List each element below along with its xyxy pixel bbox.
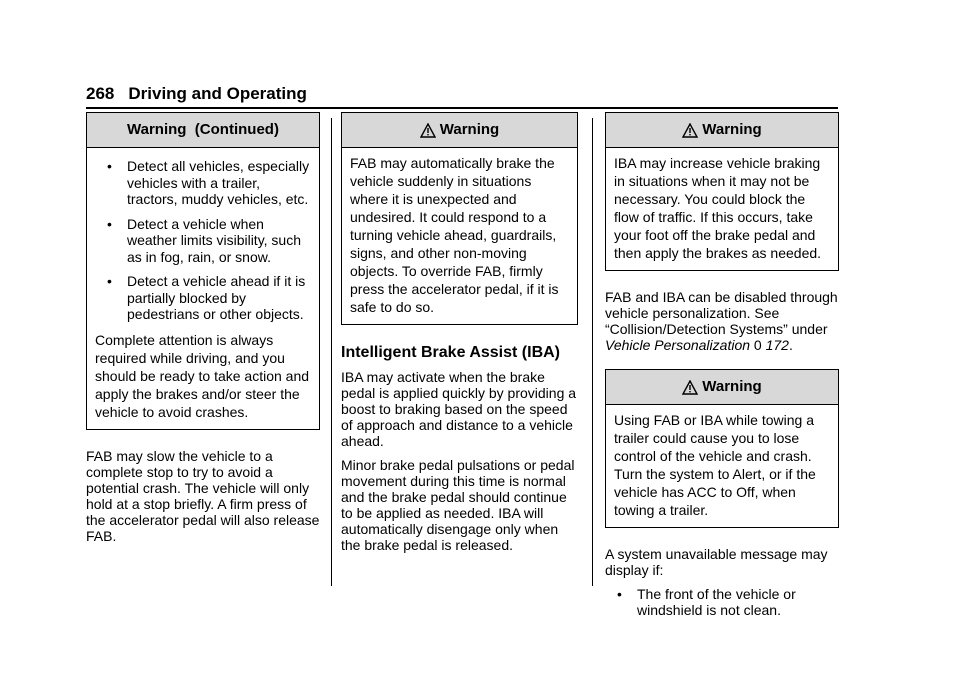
- warning-bullet-list: [95, 158, 311, 323]
- bullet-list: [605, 586, 839, 618]
- warning-title: Warning: [439, 121, 500, 138]
- cross-reference-page: 172: [765, 337, 789, 353]
- warning-title: Warning: [702, 121, 762, 138]
- warning-title: Warning: [702, 378, 762, 395]
- warning-header: [606, 113, 838, 148]
- body-paragraph: A system unavailable message may display if:: [605, 546, 828, 578]
- warning-header: [87, 113, 319, 148]
- paragraph-text: FAB and IBA can be disabled through vehicle personalization. See “Collision/Detection Systems” under: [605, 289, 838, 337]
- column-divider-1: [331, 118, 332, 586]
- cross-reference-title: Vehicle Personalization: [605, 337, 751, 353]
- warning-text: IBA may increase vehicle braking in situations when it may not be necessary. You could block the flow of traffic. If this occurs, take your foot off the brake pedal and then apply the brakes as needed.: [614, 155, 822, 261]
- column-2: [341, 112, 578, 561]
- list-item: • Detect a vehicle when weather limits visibility, such as in fog, rain, or snow.: [95, 216, 311, 266]
- warning-body: [87, 148, 319, 429]
- warning-triangle-icon: [682, 123, 698, 138]
- list-item: • Detect all vehicles, especially vehicles with a trailer, tractors, muddy vehicles, etc.: [95, 158, 311, 208]
- warning-body: [606, 405, 838, 527]
- body-paragraph: Minor brake pedal pulsations or pedal movement during this time is normal and the brake pedal should continue to be applied as needed. IBA will automatically disengage only when the brake pedal is released.: [341, 457, 575, 553]
- warning-closing-text: Complete attention is always required while driving, and you should be ready to take action and apply the brakes and/or steer the vehicle to avoid crashes.: [95, 331, 310, 420]
- warning-body: [342, 148, 577, 324]
- column-3: [605, 112, 839, 626]
- column-divider-2: [592, 118, 593, 586]
- cross-reference-link[interactable]: [605, 337, 789, 353]
- column-1: [86, 112, 320, 552]
- list-item: • Detect a vehicle ahead if it is partially blocked by pedestrians or other objects.: [95, 273, 311, 323]
- warning-header: [342, 113, 577, 148]
- body-paragraph: IBA may activate when the brake pedal is applied quickly by providing a boost to braking based on the speed of approach and distance to a vehicle ahead.: [341, 369, 577, 449]
- section-title: Driving and Operating: [128, 84, 307, 103]
- page-header: [86, 84, 307, 104]
- warning-box: [341, 112, 578, 325]
- body-paragraph: [605, 289, 839, 353]
- warning-text: FAB may automatically brake the vehicle suddenly in situations where it is unexpected and undesired. It could respond to a turning vehicle ahead, guardrails, signs, and other non-moving objects. To override FAB, firmly press the accelerator pedal, if it is safe to do so.: [350, 155, 559, 315]
- header-rule: [86, 107, 838, 109]
- warning-text: Using FAB or IBA while towing a trailer could cause you to lose control of the vehicle and crash. Turn the system to Alert, or if the vehicle has ACC to Off, when towing a trailer.: [614, 412, 816, 518]
- warning-box: [605, 112, 839, 271]
- page-number: 268: [86, 84, 115, 103]
- warning-header: [606, 370, 838, 405]
- warning-box: [605, 369, 839, 528]
- warning-box-continued: [86, 112, 320, 430]
- warning-body: [606, 148, 838, 270]
- section-heading: Intelligent Brake Assist (IBA): [341, 344, 561, 361]
- paragraph-end: .: [788, 337, 793, 353]
- warning-triangle-icon: [420, 123, 436, 138]
- warning-triangle-icon: [682, 380, 698, 395]
- body-paragraph: FAB may slow the vehicle to a complete stop to try to avoid a potential crash. The vehicle will only hold at a stop briefly. A firm press of the accelerator pedal will also release FAB.: [86, 447, 320, 544]
- warning-title: Warning (Continued): [127, 121, 279, 138]
- page-reference-arrow-icon: 0: [753, 337, 762, 353]
- list-item: • The front of the vehicle or windshield is not clean.: [605, 586, 839, 618]
